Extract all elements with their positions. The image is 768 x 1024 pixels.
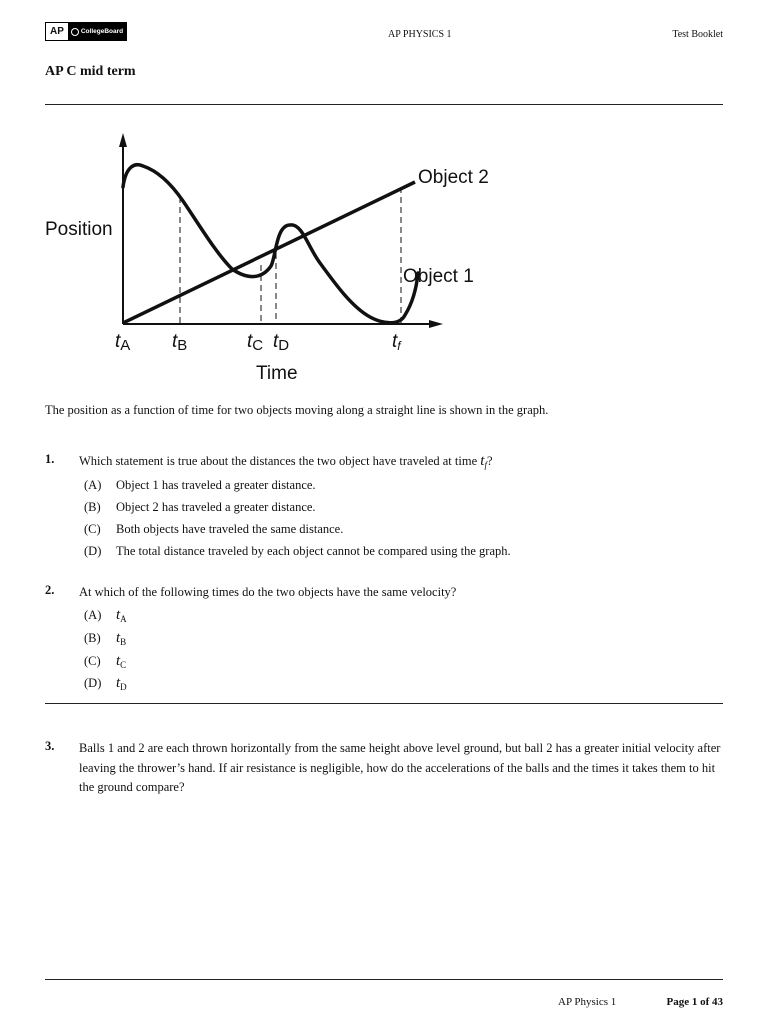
logo-brand — [68, 23, 126, 40]
footer-subject: AP Physics 1 — [558, 996, 617, 1008]
tick-label-d: tD — [273, 331, 290, 354]
choice-2d[interactable]: (D) $t_D$ — [84, 675, 127, 692]
footer-divider — [45, 979, 723, 980]
question-stem: The position as a function of time for two objects moving along a straight line is shown in the graph. — [45, 403, 549, 417]
header-booklet-label: Test Booklet — [672, 29, 723, 40]
choice-2b[interactable]: (B) $t_B$ — [84, 630, 127, 647]
question-text: At which of the following times do the two objects have the same velocity? — [79, 585, 457, 599]
divider — [45, 703, 723, 704]
collegeboard-mark-icon — [71, 28, 79, 36]
tick-label-a: tA — [115, 331, 131, 354]
page-number: Page 1 of 43 — [666, 996, 723, 1008]
choice-2c[interactable]: (C) $t_C$ — [84, 653, 127, 670]
choice-1c[interactable]: (C) Both objects have traveled the same distance. — [84, 522, 344, 536]
object-2-label: Object 2 — [418, 167, 489, 188]
header-subject: AP PHYSICS 1 — [388, 29, 452, 40]
position-time-graph — [40, 125, 489, 390]
choice-1b[interactable]: (B) Object 2 has traveled a greater distance. — [84, 500, 316, 514]
tick-label-f: tf — [392, 331, 401, 353]
question-text: Which statement is true about the distances the two object have traveled at time $t_f$? — [79, 453, 493, 470]
page-title: AP C mid term — [45, 64, 136, 79]
x-axis-arrow-icon — [429, 320, 443, 328]
question-text: Balls 1 and 2 are each thrown horizontally from the same height above level ground, but ball 2 has a greater initial velocity after leaving the thrower’s hand. If air resistance is negligible, how do the accelerations of the balls and the times it takes them to hit the ground compare? — [79, 741, 721, 794]
object-1-curve — [123, 165, 418, 323]
y-axis-label: Position — [45, 219, 113, 240]
divider — [45, 104, 723, 105]
ap-collegeboard-logo — [45, 22, 127, 41]
choice-2a[interactable]: (A) $t_A$ — [84, 607, 127, 624]
choice-1d[interactable]: (D) The total distance traveled by each object cannot be compared using the graph. — [84, 544, 511, 558]
question-number: 1. — [45, 452, 55, 466]
object-1-label: Object 1 — [403, 266, 474, 287]
question-number: 2. — [45, 583, 55, 597]
y-axis-arrow-icon — [119, 133, 127, 147]
question-number: 3. — [45, 739, 55, 753]
x-axis-label: Time — [256, 363, 298, 384]
tick-label-c: tC — [247, 331, 264, 354]
logo-brand-text: CollegeBoard — [80, 28, 124, 35]
logo-ap-text: AP — [50, 26, 64, 37]
choice-1a[interactable]: (A) Object 1 has traveled a greater distance. — [84, 478, 316, 492]
object-2-line — [123, 182, 415, 323]
tick-label-b: tB — [172, 331, 188, 354]
